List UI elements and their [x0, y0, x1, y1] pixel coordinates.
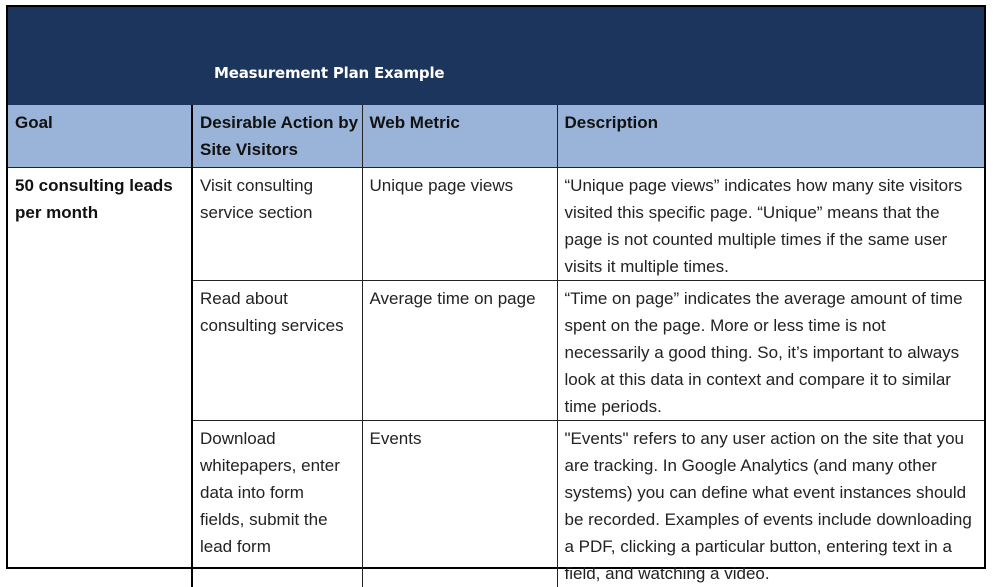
- description-cell: “Time on page” indicates the average amount of time spent on the page. More or less time is not necessarily a good thing. So, it’s important to always look at this data in context and compare it to similar time periods.: [557, 281, 984, 421]
- measurement-plan-table: [8, 105, 984, 587]
- action-cell: Read about consulting services: [192, 281, 362, 421]
- action-cell: Visit consulting service section: [192, 168, 362, 281]
- header-goal: Goal: [8, 105, 192, 168]
- header-description: Description: [557, 105, 984, 168]
- header-row: [8, 105, 984, 168]
- action-cell: Download whitepapers, enter data into form fields, submit the lead form: [192, 421, 362, 587]
- banner-title: Measurement Plan Example: [214, 64, 444, 82]
- title-banner: [8, 7, 984, 105]
- goal-cell: 50 consulting leads per month: [8, 168, 192, 587]
- header-desirable-action: Desirable Action by Site Visitors: [192, 105, 362, 168]
- description-cell: “Unique page views” indicates how many site visitors visited this specific page. “Unique” means that the page is not counted multiple times if the same user visits it multiple times.: [557, 168, 984, 281]
- measurement-plan-frame: [6, 5, 986, 569]
- description-cell: "Events" refers to any user action on the site that you are tracking. In Google Analytics (and many other systems) you can define what event instances should be recorded. Examples of events include downloading a PDF, clicking a particular button, entering text in a field, and watching a video.: [557, 421, 984, 587]
- table-row: [8, 168, 984, 281]
- metric-cell: Events: [362, 421, 557, 587]
- metric-cell: Average time on page: [362, 281, 557, 421]
- header-web-metric: Web Metric: [362, 105, 557, 168]
- metric-cell: Unique page views: [362, 168, 557, 281]
